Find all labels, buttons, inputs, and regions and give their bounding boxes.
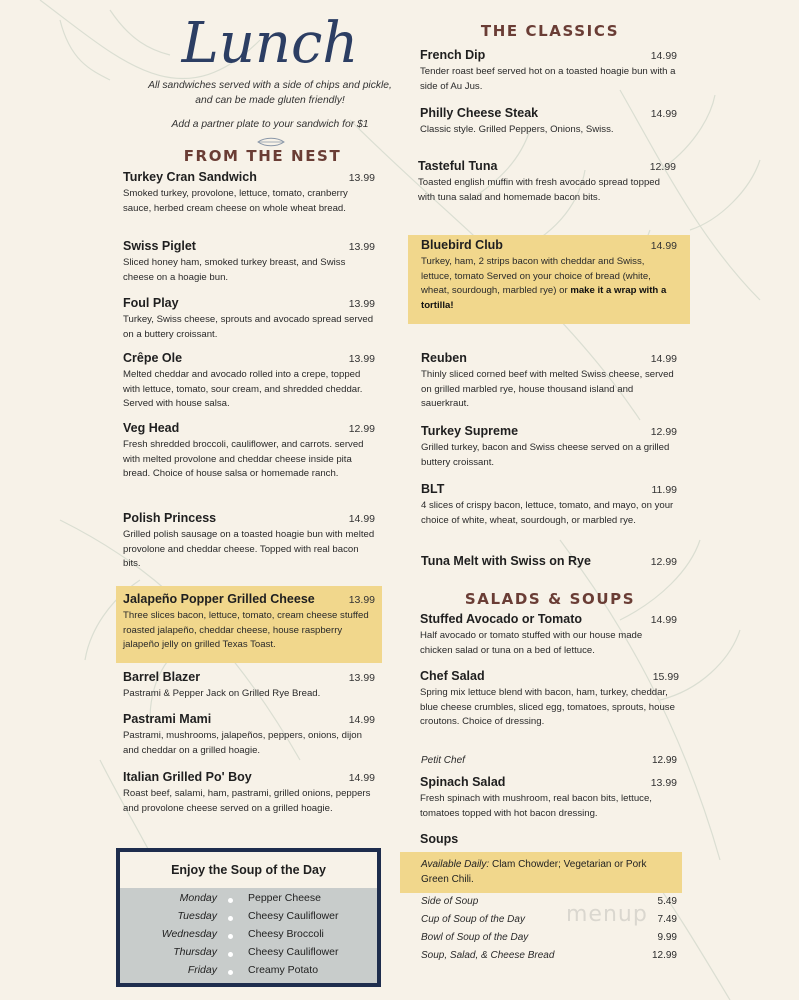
menu-item <box>421 238 677 313</box>
menu-item <box>421 351 677 412</box>
menu-item <box>123 296 375 342</box>
item-price: 13.99 <box>348 298 375 310</box>
item-description: Tender roast beef served hot on a toasted hoagie bun with a side of Au Jus. <box>420 66 676 92</box>
section-heading-the-classics: THE CLASSICS <box>480 22 620 40</box>
soup-size-price: 7.49 <box>657 914 677 925</box>
menu-item <box>420 669 679 730</box>
item-price: 13.99 <box>348 353 375 365</box>
soup-day: Friday <box>187 964 217 976</box>
item-name: Jalapeño Popper Grilled Cheese <box>123 592 315 606</box>
item-name: Philly Cheese Steak <box>420 106 539 120</box>
item-name: Turkey Supreme <box>421 424 519 438</box>
bullet-icon <box>228 952 233 957</box>
feather-icon <box>257 137 285 147</box>
soup-day-row <box>120 892 377 910</box>
soup-name: Creamy Potato <box>248 964 319 976</box>
item-description: Spring mix lettuce blend with bacon, ham, turkey, cheddar, blue cheese crumbles, sliced egg, tomatoes, sprouts, house croutons. Choice of dressing. <box>420 687 675 727</box>
item-price: 14.99 <box>650 50 677 62</box>
menu-item <box>123 351 375 412</box>
item-description: Turkey, Swiss cheese, sprouts and avocado spread served on a buttery croissant. <box>123 314 374 340</box>
item-description-text: Turkey, ham, 2 strips bacon with cheddar and Swiss, lettuce, tomato Served on your choice of bread (white, wheat, sourdough, marbled rye) or <box>421 256 651 296</box>
menu-item <box>123 670 375 702</box>
soup-of-the-day-box <box>116 848 381 987</box>
item-price: 13.99 <box>348 241 375 253</box>
menu-item <box>421 424 677 470</box>
soup-day: Wednesday <box>161 928 217 940</box>
item-name: Turkey Cran Sandwich <box>123 170 257 184</box>
soup-day-row <box>120 910 377 928</box>
item-description: Roast beef, salami, ham, pastrami, grilled onions, peppers and provolone cheese served on a grilled hoagie. <box>123 788 371 814</box>
item-price: 14.99 <box>650 240 677 252</box>
menu-item <box>123 421 375 482</box>
soup-day: Thursday <box>173 946 217 958</box>
item-price: 12.99 <box>348 423 375 435</box>
section-heading-salads-soups: SALADS & SOUPS <box>464 590 636 608</box>
soup-day-row <box>120 946 377 964</box>
section-heading-from-the-nest: FROM THE NEST <box>183 147 342 165</box>
item-description: Fresh shredded broccoli, cauliflower, and carrots. served with melted provolone and cheddar cheese inside pita bread. Choice of house salsa or homemade ranch. <box>123 439 364 479</box>
petit-chef-row <box>421 755 677 766</box>
menup-watermark: menup <box>566 902 648 927</box>
wrap-option-note: make it a wrap with a tortilla! <box>421 285 667 311</box>
item-name: Bluebird Club <box>421 238 503 252</box>
item-name: Chef Salad <box>420 669 485 683</box>
item-name: Spinach Salad <box>420 775 506 789</box>
available-daily-note <box>421 857 677 887</box>
item-name: French Dip <box>420 48 486 62</box>
item-name: Veg Head <box>123 421 180 435</box>
item-description: Half avocado or tomato stuffed with our house made chicken salad or tuna on a bed of lettuce. <box>420 630 643 656</box>
menu-item <box>123 712 375 758</box>
item-description: Pastrami, mushrooms, jalapeños, peppers, onions, dijon and cheddar on a grilled hoagie. <box>123 730 362 756</box>
item-name: Crêpe Ole <box>123 351 183 365</box>
item-description: Grilled turkey, bacon and Swiss cheese served on a grilled buttery croissant. <box>421 442 670 468</box>
item-name: Stuffed Avocado or Tomato <box>420 612 583 626</box>
item-description: Toasted english muffin with fresh avocado spread topped with tuna salad and homemade bacon bits. <box>418 177 660 203</box>
soup-name: Cheesy Broccoli <box>248 928 324 940</box>
item-description: 4 slices of crispy bacon, lettuce, tomato, and mayo, on your choice of white, wheat, sourdough, or marbled rye. <box>421 500 674 526</box>
item-price: 11.99 <box>651 484 677 496</box>
item-description: Three slices bacon, lettuce, tomato, cream cheese stuffed roasted jalapeño, cheddar cheese, house raspberry jalapeño jelly on grilled Texas Toast. <box>123 610 369 650</box>
intro-line-1: All sandwiches served with a side of chips and pickle, <box>148 80 392 91</box>
menu-item <box>123 239 375 285</box>
item-price: 12.99 <box>650 426 677 438</box>
menu-item <box>421 554 677 568</box>
item-price: 14.99 <box>348 772 375 784</box>
soup-size-row <box>421 950 677 961</box>
soup-size-name: Soup, Salad, & Cheese Bread <box>421 950 555 961</box>
item-price: 12.99 <box>650 556 677 568</box>
bullet-icon <box>228 916 233 921</box>
soup-size-name: Side of Soup <box>421 896 479 907</box>
soup-day-row <box>120 964 377 982</box>
soup-size-row <box>421 932 677 943</box>
item-price: 14.99 <box>650 614 677 626</box>
soup-day: Monday <box>179 892 217 904</box>
intro-line-2: and can be made gluten friendly! <box>195 95 345 106</box>
item-price: 13.99 <box>650 777 677 789</box>
item-name: Barrel Blazer <box>123 670 201 684</box>
item-price: 14.99 <box>650 108 677 120</box>
item-description: Classic style. Grilled Peppers, Onions, Swiss. <box>420 124 614 135</box>
menu-item <box>420 106 677 138</box>
item-description <box>421 255 677 313</box>
menu-item <box>123 511 375 572</box>
item-name: Reuben <box>421 351 467 365</box>
soup-of-the-day-heading: Enjoy the Soup of the Day <box>120 852 377 888</box>
item-price: 12.99 <box>651 755 677 766</box>
item-description: Fresh spinach with mushroom, real bacon bits, lettuce, tomatoes topped with hot bacon dressing. <box>420 793 652 819</box>
soup-name: Cheesy Cauliflower <box>248 946 339 958</box>
item-description: Smoked turkey, provolone, lettuce, tomato, cranberry sauce, herbed cream cheese on whole wheat bread. <box>123 188 348 214</box>
soup-size-price: 12.99 <box>651 950 677 961</box>
item-price: 14.99 <box>348 714 375 726</box>
soup-name: Cheesy Cauliflower <box>248 910 339 922</box>
menu-item <box>420 48 677 94</box>
soups-heading: Soups <box>420 832 459 846</box>
item-price: 14.99 <box>650 353 677 365</box>
item-description: Melted cheddar and avocado rolled into a crepe, topped with lettuce, tomato, sour cream, and shredded cheddar. Served with house salsa. <box>123 369 363 409</box>
soup-size-price: 5.49 <box>657 896 677 907</box>
item-price: 13.99 <box>348 594 375 606</box>
available-daily-label: Available Daily: <box>421 859 490 870</box>
item-description: Thinly sliced corned beef with melted Swiss cheese, served on grilled marbled rye, house thousand island and sauerkraut. <box>421 369 674 409</box>
item-description: Sliced honey ham, smoked turkey breast, and Swiss cheese on a hoagie bun. <box>123 257 346 283</box>
item-price: 13.99 <box>348 672 375 684</box>
menu-item <box>123 170 375 216</box>
soup-size-price: 9.99 <box>657 932 677 943</box>
item-name: Swiss Piglet <box>123 239 196 253</box>
intro-text <box>120 78 420 108</box>
item-description: Pastrami & Pepper Jack on Grilled Rye Bread. <box>123 688 321 699</box>
menu-item <box>420 612 677 658</box>
soup-day-row <box>120 928 377 946</box>
item-name: Italian Grilled Po' Boy <box>123 770 252 784</box>
menu-item <box>421 482 677 528</box>
item-name: Foul Play <box>123 296 179 310</box>
partner-plate-note: Add a partner plate to your sandwich for $1 <box>171 119 369 130</box>
available-daily-text: Clam Chowder; Vegetarian or Pork Green Chili. <box>421 859 647 885</box>
item-price: 15.99 <box>652 671 679 683</box>
item-description: Grilled polish sausage on a toasted hoagie bun with melted provolone and cheddar cheese. Topped with real bacon bits. <box>123 529 375 569</box>
soup-name: Pepper Cheese <box>248 892 321 904</box>
bullet-icon <box>228 898 233 903</box>
soup-size-name: Bowl of Soup of the Day <box>421 932 529 943</box>
item-name: Petit Chef <box>421 755 465 766</box>
item-price: 12.99 <box>649 161 676 173</box>
item-name: Tasteful Tuna <box>418 159 498 173</box>
soup-size-name: Cup of Soup of the Day <box>421 914 525 925</box>
item-name: Tuna Melt with Swiss on Rye <box>421 554 591 568</box>
menu-title: Lunch <box>181 11 359 76</box>
item-price: 14.99 <box>348 513 375 525</box>
menu-item <box>123 770 375 816</box>
bullet-icon <box>228 970 233 975</box>
item-price: 13.99 <box>348 172 375 184</box>
bullet-icon <box>228 934 233 939</box>
soup-day: Tuesday <box>177 910 217 922</box>
item-name: BLT <box>421 482 445 496</box>
menu-item <box>123 592 375 653</box>
menu-item <box>418 159 676 205</box>
menu-item <box>420 775 677 821</box>
item-name: Pastrami Mami <box>123 712 212 726</box>
item-name: Polish Princess <box>123 511 217 525</box>
